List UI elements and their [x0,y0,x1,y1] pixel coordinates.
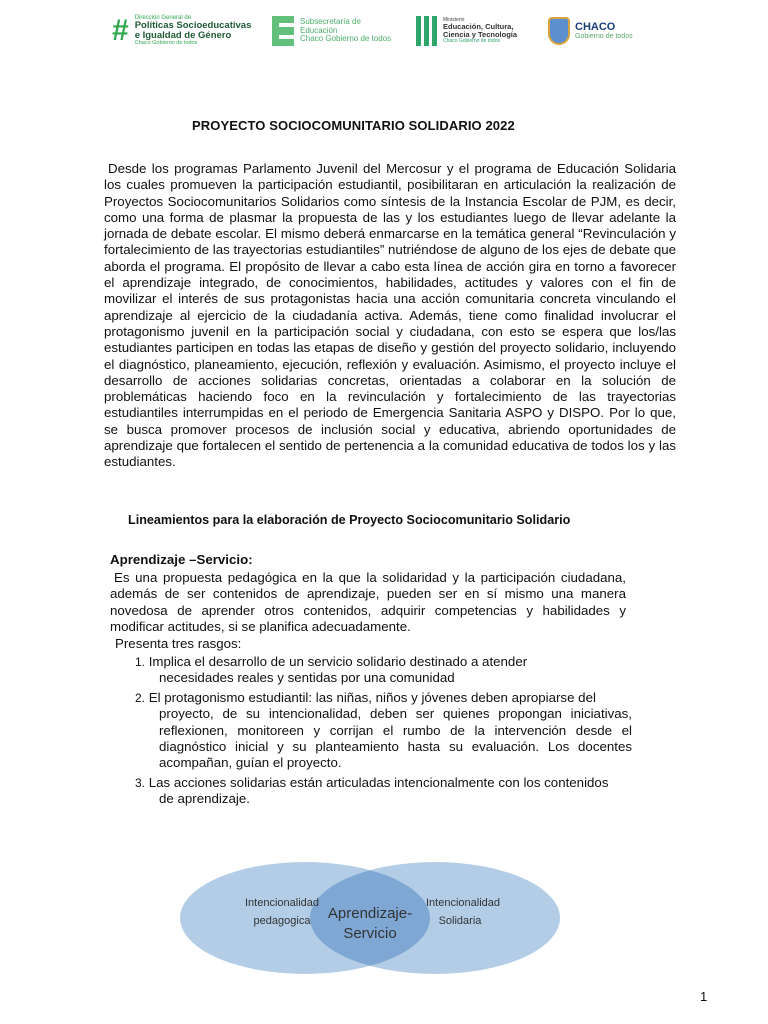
list-item-first-line: Las acciones solidarias están articuladas intencionalmente con los contenidos [148,775,609,790]
logo-chaco [548,14,633,48]
list-item-number: 3. [135,776,146,790]
logo-chaco-line2: Gobierno de todos [575,33,633,41]
logo-politicas-line2: Políticas Socioeducativas [134,20,252,32]
shield-icon [548,17,570,45]
rasgos-intro: Presenta tres rasgos: [115,636,242,651]
venn-center-label-2: Servicio [343,925,397,942]
e-letter-icon [272,16,294,46]
logo-politicas-line1: Dirección General de [134,15,192,21]
guidelines-subtitle: Lineamientos para la elaboración de Proyecto Sociocomunitario Solidario [128,513,571,527]
logo-chaco-line1: CHACO [575,20,616,33]
venn-left-label-2: pedagogica [253,915,311,927]
page-number: 1 [700,989,708,1004]
logo-politicas-line3: e Igualdad de Género [134,30,232,42]
hash-icon: # [112,14,129,47]
logo-educacion-line1: Subsecretaría de [300,17,361,27]
logo-politicas-socioeducativas [112,14,251,48]
bars-icon [416,16,437,46]
list-item-continuation: de aprendizaje. [159,791,250,807]
section-paragraph: Es una propuesta pedagógica en la que la solidaridad y la participación ciudadana, además de ser contenidos de aprendizaje, pueden ser en sí mismo una manera novedosa de aprender otros contenidos, adquirir competencias y habilidades y modificar actitudes, si se planifica adecuadamente. [110,570,626,634]
section-heading: Aprendizaje –Servicio: [110,552,253,567]
venn-diagram [180,862,560,974]
logo-ministerio-line1: Ministerio [443,16,465,23]
logo-subsecretaria-educacion [272,14,391,48]
document-title: PROYECTO SOCIOCOMUNITARIO SOLIDARIO 2022 [192,118,515,133]
list-item-first-line: El protagonismo estudiantil: las niñas, niños y jóvenes deben apropiarse del [148,690,596,705]
list-item [135,775,645,808]
list-item-number: 2. [135,691,146,705]
logo-educacion-line2: Educación [300,25,338,35]
list-item [135,690,632,771]
logo-ministerio-line4: Chaco Gobierno de todos [443,37,500,44]
intro-paragraph: Desde los programas Parlamento Juvenil del Mercosur y el programa de Educación Solidaria los cuales promueven la participación estudiantil, posibilitaran en articulación la realización de Proyectos Sociocomunitarios Solidarios como síntesis de la Instancia Escolar de PJM, es decir, como una forma de plasmar la propuesta de las y los estudiantes luego de llevar adelante la jornada de debate escolar. El mismo deberá enmarcarse en la temática general “Revinculación y fortalecimiento de las trayectorias estudiantiles” nutriéndose de alguno de los ejes de debate que aborda el programa. El propósito de llevar a cabo esta línea de acción gira en torno a favorecer el aprendizaje integrado, de conocimientos, habilidades, actitudes y valores con el fin de movilizar el interés de sus protagonistas hacia una acción comunitaria concreta vinculando el aprendizaje al ejercicio de la ciudadanía activa. Además, tiene como finalidad involucrar el protagonismo juvenil en la participación social y ciudadana, con esto se espera que los/las estudiantes participen en todas las etapas de diseño y gestión del proyecto solidario, incluyendo el diagnóstico, planeamiento, ejecución, reflexión y evaluación. Asimismo, el proyecto incluye el desarrollo de acciones solidarias concretas, orientadas a colaborar en la solución de problemáticas haciendo foco en la revinculación y fortalecimiento de las trayectorias estudiantiles interrumpidas en el periodo de Emergencia Sanitaria ASPO y DISPO. Por lo que, se busca promover procesos de inclusión social y educativa, abriendo oportunidades de aprendizaje que fortalecen el sentido de pertenencia a la comunidad educativa de todos los y las estudiantes. [104,161,676,470]
logo-ministerio-educacion [416,14,517,48]
venn-left-label-1: Intencionalidad [244,897,320,909]
list-item-continuation: necesidades reales y sentidas por una comunidad [159,670,455,686]
venn-center-label-1: Aprendizaje- [327,905,413,922]
list-item-continuation: proyecto, de su intencionalidad, deben ser quienes propongan iniciativas, reflexionen, monitoreen y corrijan el rumbo de la intervención desde el diagnóstico inicial y su planteamiento hasta su evaluación. Los docentes acompañan, guían el proyecto. [159,706,632,771]
logo-ministerio-line2: Educación, Cultura, [443,22,514,32]
venn-right-label-2: Solidaria [438,915,482,927]
logo-politicas-line4: Chaco Gobierno de todos [134,40,198,47]
list-item-number: 1. [135,655,146,669]
logo-educacion-line3: Chaco Gobierno de todos [300,34,392,44]
list-item-first-line: Implica el desarrollo de un servicio solidario destinado a atender [148,654,528,669]
venn-right-label-1: Intencionalidad [425,897,501,909]
logo-ministerio-line3: Ciencia y Tecnología [443,30,518,39]
list-item [135,654,565,687]
